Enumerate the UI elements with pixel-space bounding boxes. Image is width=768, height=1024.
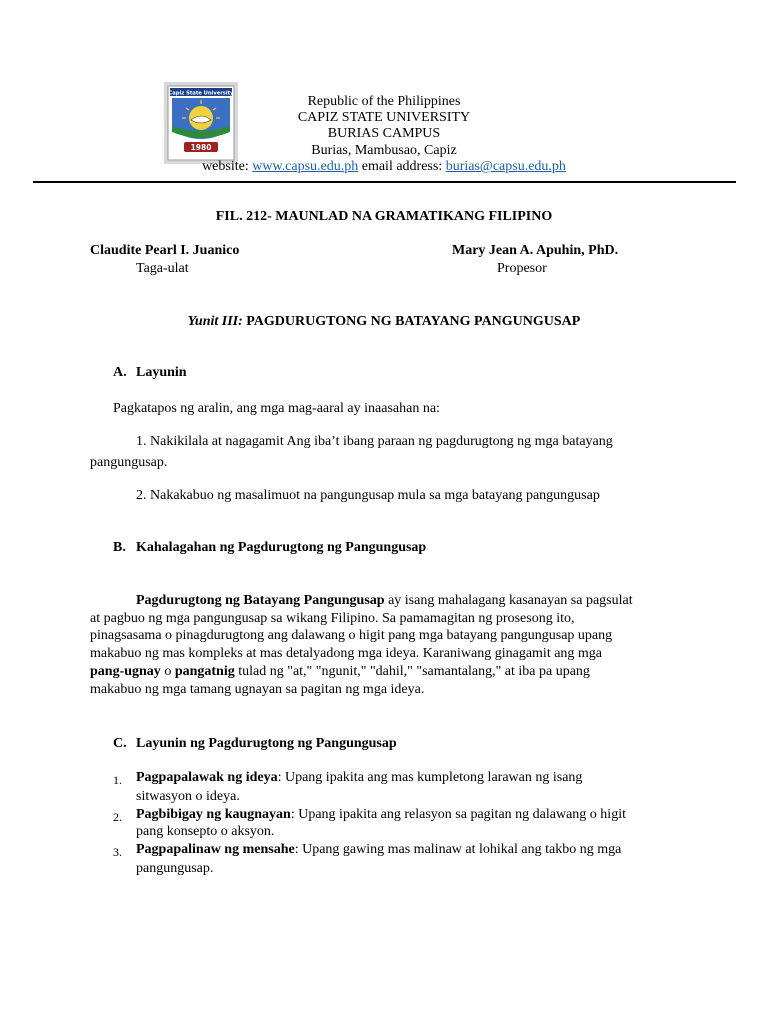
list-item-term: Pagbibigay ng kaugnayan [136,807,291,822]
objective-2: 2. Nakakabuo ng masalimuot na pangungusap mula sa mga batayang pangungusap [136,488,600,503]
list-item-text: : Upang ipakita ang relasyon sa pagitan ng dalawang o higit [290,807,626,822]
list-item-number: 1. [113,773,122,787]
svg-text:1980: 1980 [190,143,212,152]
section-b-para-line3: pinagsasama o pinagdurugtong ang dalawang o higit pang mga batayang pangungusap upang [90,628,613,643]
section-b-para-line1 [136,592,633,610]
section-b-para-line2: at pagbuo ng mga pangungusap sa wikang Filipino. Sa pamamagitan ng prosesong ito, [90,611,575,626]
professor-name: Mary Jean A. Apuhin, PhD. [452,243,619,258]
website-label: website: [202,159,253,174]
section-c-marker: C. [113,736,127,751]
reporter-name: Claudite Pearl I. Juanico [90,243,240,258]
reporter-role: Taga-ulat [136,261,189,276]
term-pangatnig: pangatnig [174,664,235,679]
header-campus: BURIAS CAMPUS [327,126,441,141]
section-b-para-line6: makabuo ng mga tamang ugnayan sa pagitan ng mga ideya. [90,682,425,697]
list-item-1-line1 [136,769,582,787]
section-b-para-line4: makabuo ng mas kompleks at mas detalyadong mga ideya. Karaniwang ginagamit ang mga [90,646,603,661]
header-divider [33,181,736,183]
section-a-marker: A. [113,365,127,380]
list-item-number: 2. [113,810,122,824]
list-item-3-line1 [136,841,621,859]
email-label: email address: [358,159,446,174]
term-pagdurugtong: Pagdurugtong ng Batayang Pangungusap [136,593,385,608]
list-item-1-line2: sitwasyon o ideya. [136,789,240,804]
para-text: tulad ng "at," "ngunit," "dahil," "samantalang," at iba pa upang [234,664,590,679]
course-title: FIL. 212- MAUNLAD NA GRAMATIKANG FILIPINO [215,209,553,224]
website-link[interactable]: www.capsu.edu.ph [252,159,359,174]
term-pang-ugnay: pang-ugnay [90,664,161,679]
section-c-heading: Layunin ng Pagdurugtong ng Pangungusap [136,736,397,751]
list-item-text: : Upang gawing mas malinaw at lohikal ang takbo ng mga [294,842,622,857]
svg-text:Capiz State University: Capiz State University [168,90,234,97]
section-a-heading: Layunin [136,365,187,380]
list-item-text: : Upang ipakita ang mas kumpletong larawan ng isang [277,770,583,785]
list-item-term: Pagpapalawak ng ideya [136,770,278,785]
para-text: o [160,664,175,679]
unit-title [0,313,768,331]
section-b-para-line5 [90,663,590,681]
section-b-marker: B. [113,540,126,555]
unit-label: Yunit III: [187,314,243,329]
list-item-number: 3. [113,845,122,859]
para-text: ay isang mahalagang kasanayan sa pagsulat [384,593,633,608]
list-item-term: Pagpapalinaw ng mensahe [136,842,295,857]
objective-1-line1: 1. Nakikilala at nagagamit Ang iba’t ibang paraan ng pagdurugtong ng mga batayang [136,434,613,449]
header-address: Burias, Mambusao, Capiz [311,143,457,158]
header-university: CAPIZ STATE UNIVERSITY [297,110,471,125]
list-item-2-line1 [136,806,626,824]
professor-role: Propesor [497,261,547,276]
section-a-intro: Pagkatapos ng aralin, ang mga mag-aaral ay inaasahan na: [113,401,440,416]
header-contact-line [0,159,768,175]
unit-name: PAGDURUGTONG NG BATAYANG PANGUNGUSAP [242,314,581,329]
header-republic: Republic of the Philippines [307,94,461,109]
objective-1-line2: pangungusap. [90,455,168,470]
list-item-3-line2: pangungusap. [136,861,214,876]
section-b-heading: Kahalagahan ng Pagdurugtong ng Pangungusap [136,540,427,555]
email-link[interactable]: burias@capsu.edu.ph [445,159,566,174]
list-item-2-line2: pang konsepto o aksyon. [136,824,275,839]
